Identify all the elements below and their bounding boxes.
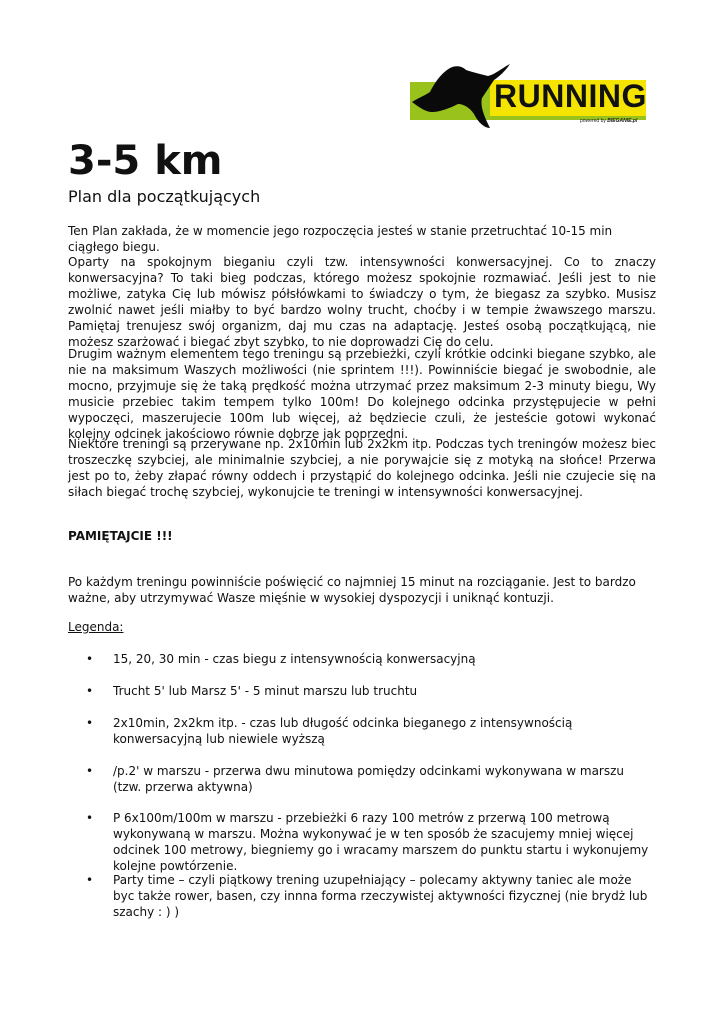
legend-item-text: /p.2' w marszu - przerwa dwu minutowa pomiędzy odcinkami wykonywana w marszu (tzw. przerwa aktywna)	[113, 764, 625, 794]
reminder-text: Po każdym treningu powinniście poświęcić co najmniej 15 minut na rozciąganie. Jest to bardzo ważne, aby utrzymywać Wasze mięśnie w wysokiej dyspozycji i uniknąć kontuzji.	[68, 575, 636, 605]
logo-wordmark: RUNNING	[494, 78, 647, 114]
legend-item-text: P 6x100m/100m w marszu - przebieżki 6 razy 100 metrów z przerwą 100 metrową wykonywaną w marszu. Można wykonywać je w ten sposób że szacujemy mniej więcej odcinek 100 metrowy, biegniemy go i wracamy marszem do punktu startu i wykonujemy kolejne powtórzenie.	[113, 811, 649, 873]
page-subtitle: Plan dla początkujących	[68, 187, 261, 206]
bullet-icon: •	[86, 873, 94, 887]
paragraph-intervals: Niektóre treningi są przerywane np. 2x10min lub 2x2km itp. Podczas tych treningów możesz biec troszeczkę szybciej, ale minimalnie szybciej, a nie porywajcie się z motyką na słońce! Przerwa jest po to, żeby złapać równy oddech i przystąpić do kolejnego odcinka. Jeśli nie czujecie się na siłach biegać trochę szybciej, wykonujcie te treningi w intensywności konwersacyjnej.	[68, 437, 656, 499]
legend-item-text: Trucht 5' lub Marsz 5' - 5 minut marszu lub truchtu	[113, 684, 418, 698]
bullet-icon: •	[86, 811, 94, 825]
legend-item-text: 15, 20, 30 min - czas biegu z intensywnością konwersacyjną	[113, 652, 476, 666]
running-logo	[410, 62, 648, 132]
paragraph-intro: Ten Plan zakłada, że w momencie jego rozpoczęcia jesteś w stanie przetruchtać 10-15 min ciągłego biegu.	[68, 224, 613, 254]
logo-powered-by	[580, 118, 637, 124]
partner-name: BIEGANIE.pl	[607, 118, 638, 124]
legend-item-text: Party time – czyli piątkowy trening uzupełniający – polecamy aktywny taniec ale może byc także rower, basen, czy innna forma rzeczywistej aktywności fizycznej (nie brydż lub szachy : ) )	[113, 873, 648, 919]
reminder-heading: PAMIĘTAJCIE !!!	[68, 529, 173, 543]
page-title: 3-5 km	[68, 138, 223, 184]
bullet-icon: •	[86, 764, 94, 778]
paragraph-conversational-pace: Oparty na spokojnym bieganiu czyli tzw. intensywności konwersacyjnej. Co to znaczy konwersacyjna? To taki bieg podczas, którego możesz spokojnie rozmawiać. Jeśli jest to nie możliwe, zatyka Cię lub mówisz półsłówkami to świadczy o tym, że biegasz za szybko. Musisz zwolnić nawet jeśli miałby to być bardzo wolny trucht, choćby i w tempie żwawszego marszu. Pamiętaj trenujesz swój organizm, daj mu czas na adaptację. Jesteś osobą początkującą, nie możesz szarżować i biegać zbyt szybko, to nie doprowadzi Cię do celu.	[68, 255, 656, 349]
bullet-icon: •	[86, 652, 94, 666]
paragraph-strides: Drugim ważnym elementem tego treningu są przebieżki, czyli krótkie odcinki biegane szybko, ale nie na maksimum Waszych możliwości (nie sprintem !!!). Powinniście biegać je swobodnie, ale mocno, przyjmuje się że taką prędkość można utrzymać przez maksimum 2-3 minuty biegu, Wy musicie przebiec takim tempem tylko 100m! Do kolejnego odcinka przystępujecie w pełni wypoczęci, maszerujecie 100m lub więcej, aż będziecie czuli, że jesteście gotowi wykonać kolejny odcinek jakościowo równie dobrze jak poprzedni.	[68, 347, 656, 441]
powered-by-label: powered by	[580, 118, 606, 124]
legend-title: Legenda:	[68, 620, 124, 634]
bullet-icon: •	[86, 716, 94, 730]
legend-item-text: 2x10min, 2x2km itp. - czas lub długość odcinka bieganego z intensywnością konwersacyjną lub niewiele wyższą	[113, 716, 573, 746]
bullet-icon: •	[86, 684, 94, 698]
